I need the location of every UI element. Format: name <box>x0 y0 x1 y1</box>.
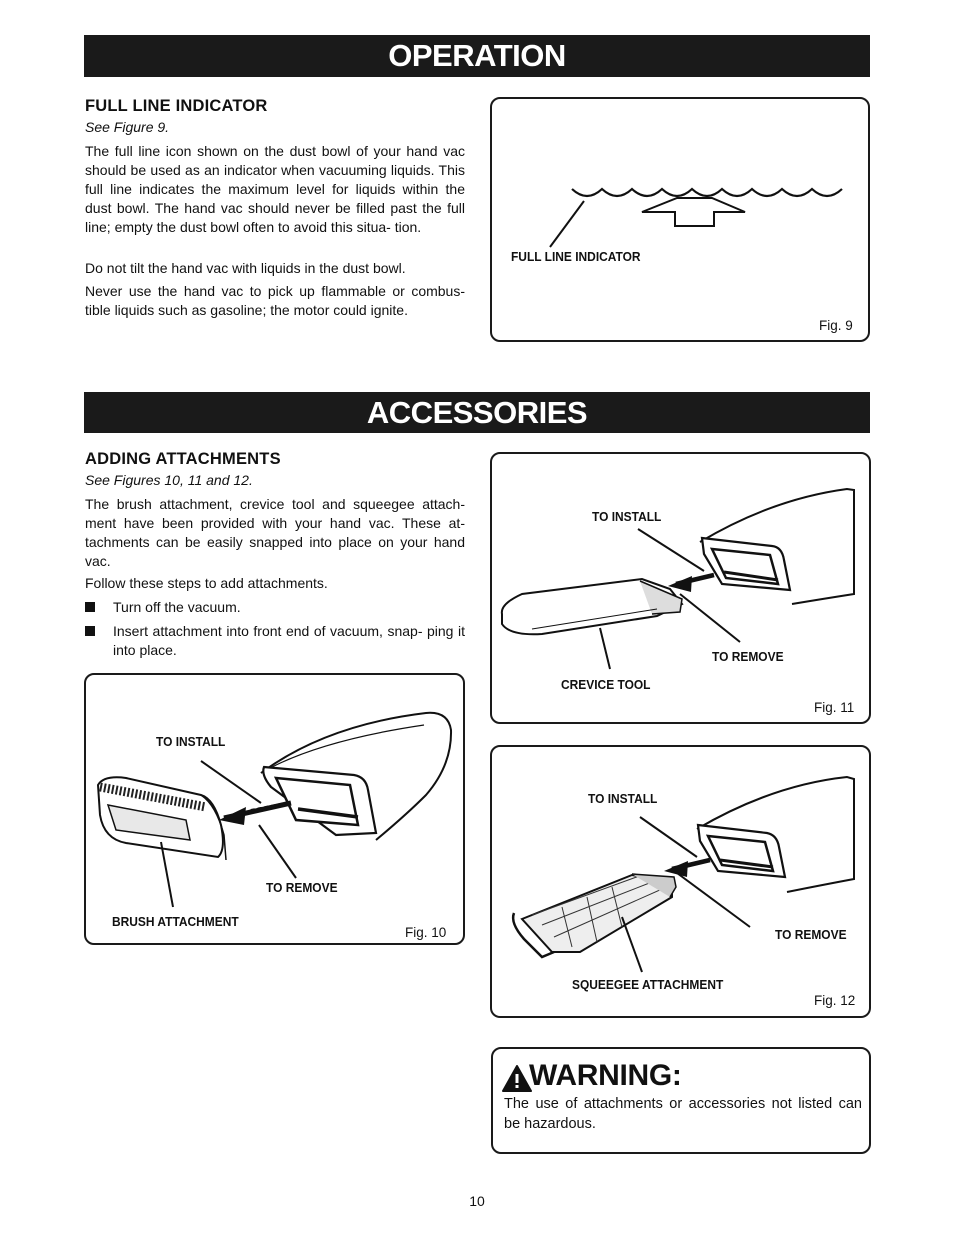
full-line-indicator-illustration <box>492 99 872 344</box>
step-list-item <box>85 598 465 617</box>
accessories-paragraph-1: The brush attachment, crevice tool and squeegee attach- ment have been provided with your hand vac. These at- tachments can be easily snapped into place on your hand vac. <box>85 496 465 569</box>
page-number: 10 <box>469 1193 485 1209</box>
figure-11 <box>490 452 871 724</box>
accessories-paragraph-2: Follow these steps to add attachments. <box>85 575 328 591</box>
operation-paragraph-3: Never use the hand vac to pick up flammable or combus- tible liquids such as gasoline; the motor could ignite. <box>85 283 465 318</box>
arrow-up-icon <box>642 198 745 226</box>
crevice-tool-illustration <box>492 454 873 726</box>
accessories-banner: ACCESSORIES <box>84 392 870 433</box>
operation-paragraph-2: Do not tilt the hand vac with liquids in the dust bowl. <box>85 260 406 276</box>
fig-12-caption: Fig. 12 <box>814 993 856 1008</box>
crevice-tool-label: CREVICE TOOL <box>561 677 651 692</box>
figure-10 <box>84 673 465 945</box>
operation-paragraph-1: The full line icon shown on the dust bowl of your hand vac should be used as an indicator when vacuuming liquids. This full line indicates the maximum level for liquids within the dust bowl. The hand vac should never be filled past the full line; empty the dust bowl often to avoid this situa- tion. <box>85 143 465 235</box>
step-text: Turn off the vacuum. <box>113 599 241 615</box>
to-remove-label: TO REMOVE <box>712 649 784 664</box>
to-install-label: TO INSTALL <box>592 509 662 524</box>
see-figures-ref: See Figures 10, 11 and 12. <box>85 472 253 488</box>
adding-attachments-heading: ADDING ATTACHMENTS <box>85 450 281 468</box>
fig-10-caption: Fig. 10 <box>405 925 447 940</box>
to-install-label: TO INSTALL <box>156 734 226 749</box>
to-install-label: TO INSTALL <box>588 791 658 806</box>
warning-title: WARNING: <box>529 1059 682 1092</box>
warning-box <box>491 1047 871 1154</box>
brush-attachment-label: BRUSH ATTACHMENT <box>112 914 239 929</box>
to-remove-label: TO REMOVE <box>775 927 847 942</box>
brush-attachment-illustration <box>86 675 467 947</box>
liquid-wave-line <box>572 189 842 196</box>
fig-9-caption: Fig. 9 <box>819 318 853 333</box>
bullet-square-icon <box>85 626 95 636</box>
operation-banner: OPERATION <box>84 35 870 77</box>
step-text: Insert attachment into front end of vacuum, snap- ping it into place. <box>113 623 465 658</box>
fig-11-caption: Fig. 11 <box>814 700 855 715</box>
squeegee-attachment-label: SQUEEGEE ATTACHMENT <box>572 977 724 992</box>
bullet-square-icon <box>85 602 95 612</box>
leader-line <box>550 201 584 247</box>
see-figure-9-ref: See Figure 9. <box>85 119 170 135</box>
figure-12 <box>490 745 871 1018</box>
full-line-indicator-heading: FULL LINE INDICATOR <box>85 97 268 115</box>
warning-text: The use of attachments or accessories not listed can be hazardous. <box>504 1096 862 1132</box>
step-list-item <box>85 622 465 660</box>
full-line-indicator-label: FULL LINE INDICATOR <box>511 249 641 264</box>
to-remove-label: TO REMOVE <box>266 880 338 895</box>
figure-9 <box>490 97 870 342</box>
